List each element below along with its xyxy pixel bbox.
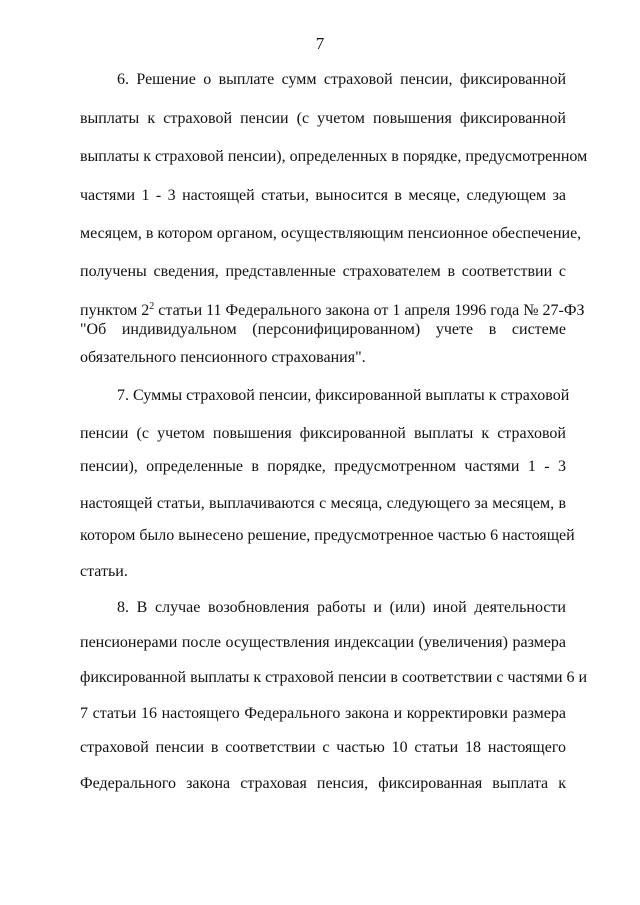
p7-line-3: пенсии), определенные в порядке, предусмотренном частями 1 - 3 (80, 458, 566, 475)
p6-line-7-end: статьи 11 Федерального закона от 1 апреля 1996 года № 27-ФЗ (154, 302, 585, 319)
p8-line-1: 8. В случае возобновления работы и (или) иной деятельности (117, 599, 566, 616)
p6-line-9: обязательного пенсионного страхования". (80, 349, 366, 366)
p8-line-3: фиксированной выплаты к страховой пенсии в соответствии с частями 6 и (80, 669, 588, 686)
p6-line-7 (80, 301, 585, 321)
p7-line-4: настоящей статьи, выплачиваются с месяца, следующего за месяцем, в (80, 495, 566, 512)
p6-line-3: выплаты к страховой пенсии), определенных в порядке, предусмотренном (80, 148, 588, 165)
page-number: 7 (315, 34, 325, 53)
p6-line-2: выплаты к страховой пенсии (с учетом повышения фиксированной (80, 110, 566, 127)
p6-line-6: получены сведения, представленные страхователем в соответствии с (80, 263, 566, 280)
p6-superscript: 2 (149, 301, 155, 312)
p8-line-5: страховой пенсии в соответствии с частью 10 статьи 18 настоящего (80, 739, 566, 756)
p6-line-4: частями 1 - 3 настоящей статьи, выносится в месяце, следующем за (80, 187, 566, 204)
p6-line-8: "Об индивидуальном (персонифицированном) учете в системе (80, 321, 566, 338)
p6-line-7-start: пунктом 2 (80, 302, 150, 319)
p6-line-5: месяцем, в котором органом, осуществляющим пенсионное обеспечение, (80, 225, 582, 242)
p7-line-2: пенсии (с учетом повышения фиксированной выплаты к страховой (80, 425, 566, 442)
p8-line-4: 7 статьи 16 настоящего Федерального закона и корректировки размера (80, 705, 566, 722)
p7-line-1: 7. Суммы страховой пенсии, фиксированной выплаты к страховой (117, 387, 570, 404)
p7-line-6: статьи. (80, 563, 128, 580)
p8-line-6: Федерального закона страховая пенсия, фиксированная выплата к (80, 775, 566, 792)
p8-line-2: пенсионерами после осуществления индексации (увеличения) размера (80, 634, 566, 651)
p6-line-1: 6. Решение о выплате сумм страховой пенсии, фиксированной (117, 71, 566, 88)
p7-line-5: котором было вынесено решение, предусмотренное частью 6 настоящей (80, 527, 575, 544)
